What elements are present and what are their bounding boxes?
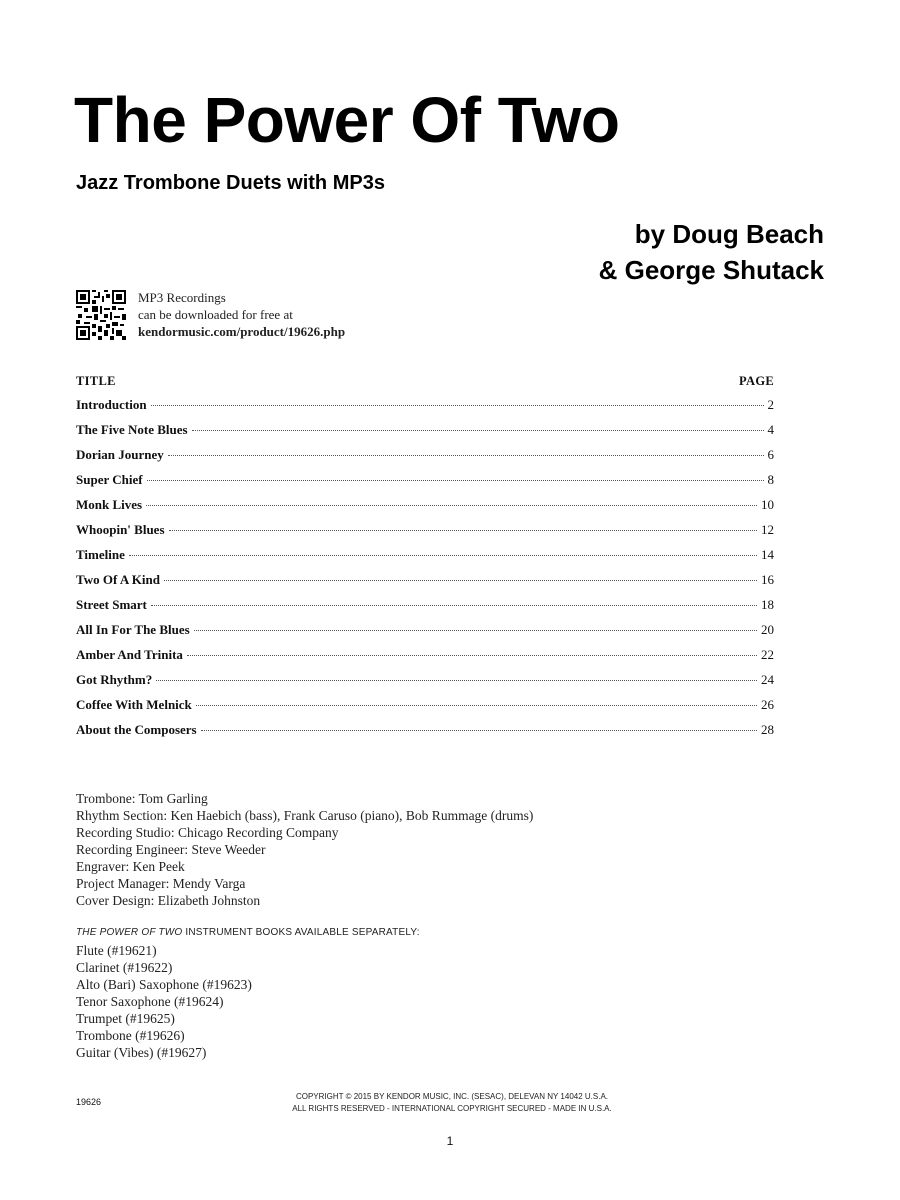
toc-entry-page: 20 <box>761 622 774 637</box>
toc-entry-page: 18 <box>761 597 774 612</box>
authors <box>599 216 824 288</box>
toc-entry-page: 2 <box>767 397 774 412</box>
credit-line: Cover Design: Elizabeth Johnston <box>76 893 261 908</box>
credit-line: Recording Engineer: Steve Weeder <box>76 842 266 857</box>
book-item: Guitar (Vibes) (#19627) <box>76 1045 207 1060</box>
dot-leader <box>192 430 764 431</box>
toc-entry-page: 8 <box>767 472 774 487</box>
toc-header <box>76 374 774 389</box>
catalog-number: 19626 <box>76 1097 102 1107</box>
dot-leader <box>151 605 757 606</box>
mp3-download-note <box>138 289 345 340</box>
copyright-notice <box>252 1091 652 1115</box>
dot-leader <box>194 630 757 631</box>
toc-entry-title: Street Smart <box>76 597 147 612</box>
credit-line: Trombone: Tom Garling <box>76 791 208 806</box>
dot-leader <box>156 680 757 681</box>
toc-entry-title: Super Chief <box>76 472 143 487</box>
instrument-books <box>76 926 420 1061</box>
mp3-line-2: can be downloaded for free at <box>138 307 293 322</box>
toc-entry-title: Two Of A Kind <box>76 572 160 587</box>
credit-line: Engraver: Ken Peek <box>76 859 185 874</box>
toc-entry[interactable] <box>76 722 774 747</box>
toc-entry[interactable] <box>76 697 774 722</box>
toc-entry[interactable] <box>76 472 774 497</box>
dot-leader <box>164 580 757 581</box>
toc-entry-title: Timeline <box>76 547 125 562</box>
toc-entry[interactable] <box>76 572 774 597</box>
book-title: The Power Of Two <box>74 84 620 156</box>
dot-leader <box>196 705 757 706</box>
toc-entry[interactable] <box>76 597 774 622</box>
copyright-line-2: ALL RIGHTS RESERVED - INTERNATIONAL COPYRIGHT SECURED - MADE IN U.S.A. <box>292 1104 612 1113</box>
toc-entry[interactable] <box>76 397 774 422</box>
table-of-contents <box>76 397 774 747</box>
toc-entry-title: Got Rhythm? <box>76 672 153 687</box>
dot-leader <box>187 655 757 656</box>
toc-entry-page: 24 <box>761 672 774 687</box>
toc-entry-page: 16 <box>761 572 774 587</box>
book-item: Clarinet (#19622) <box>76 960 173 975</box>
dot-leader <box>168 455 764 456</box>
book-item: Tenor Saxophone (#19624) <box>76 994 224 1009</box>
dot-leader <box>129 555 757 556</box>
book-item: Flute (#19621) <box>76 943 157 958</box>
toc-entry[interactable] <box>76 622 774 647</box>
dot-leader <box>146 505 757 506</box>
credit-line: Rhythm Section: Ken Haebich (bass), Frank Caruso (piano), Bob Rummage (drums) <box>76 808 534 823</box>
dot-leader <box>201 730 757 731</box>
author-line-2: & George Shutack <box>598 255 824 285</box>
toc-entry-title: All In For The Blues <box>76 622 190 637</box>
dot-leader <box>169 530 757 531</box>
book-item: Trumpet (#19625) <box>76 1011 175 1026</box>
credit-line: Project Manager: Mendy Varga <box>76 876 246 891</box>
toc-entry-page: 4 <box>767 422 774 437</box>
mp3-line-1: MP3 Recordings <box>138 290 226 305</box>
toc-entry-page: 14 <box>761 547 774 562</box>
author-line-1: by Doug Beach <box>634 219 824 249</box>
toc-entry-title: Whoopin' Blues <box>76 522 165 537</box>
book-subtitle: Jazz Trombone Duets with MP3s <box>76 172 385 194</box>
toc-entry-page: 10 <box>761 497 774 512</box>
dot-leader <box>151 405 764 406</box>
toc-title-header: TITLE <box>76 374 116 388</box>
instrument-books-heading <box>76 926 420 940</box>
toc-entry-page: 6 <box>767 447 774 462</box>
toc-entry-title: Amber And Trinita <box>76 647 183 662</box>
page-number: 1 <box>446 1134 454 1148</box>
toc-page-header: PAGE <box>739 374 774 388</box>
toc-entry-page: 22 <box>761 647 774 662</box>
toc-entry-title: Coffee With Melnick <box>76 697 192 712</box>
book-item: Trombone (#19626) <box>76 1028 185 1043</box>
toc-entry-page: 26 <box>761 697 774 712</box>
toc-entry[interactable] <box>76 547 774 572</box>
qr-code-icon[interactable] <box>76 290 126 340</box>
toc-entry-title: Dorian Journey <box>76 447 164 462</box>
toc-entry[interactable] <box>76 647 774 672</box>
toc-entry[interactable] <box>76 422 774 447</box>
toc-entry-page: 12 <box>761 522 774 537</box>
toc-entry-title: The Five Note Blues <box>76 422 188 437</box>
toc-entry-title: Monk Lives <box>76 497 143 512</box>
copyright-line-1: COPYRIGHT © 2015 BY KENDOR MUSIC, INC. (SESAC), DELEVAN NY 14042 U.S.A. <box>295 1092 609 1101</box>
toc-entry-page: 28 <box>761 722 774 737</box>
toc-entry[interactable] <box>76 447 774 472</box>
credit-line: Recording Studio: Chicago Recording Company <box>76 825 339 840</box>
toc-entry[interactable] <box>76 497 774 522</box>
recording-credits <box>76 790 533 909</box>
toc-entry[interactable] <box>76 522 774 547</box>
toc-entry-title: Introduction <box>76 397 147 412</box>
toc-entry-title: About the Composers <box>76 722 197 737</box>
mp3-download-link[interactable]: kendormusic.com/product/19626.php <box>138 324 346 339</box>
series-title: THE POWER OF TWO <box>76 927 183 938</box>
heading-rest: INSTRUMENT BOOKS AVAILABLE SEPARATELY: <box>182 927 420 938</box>
dot-leader <box>147 480 764 481</box>
toc-entry[interactable] <box>76 672 774 697</box>
book-item: Alto (Bari) Saxophone (#19623) <box>76 977 252 992</box>
